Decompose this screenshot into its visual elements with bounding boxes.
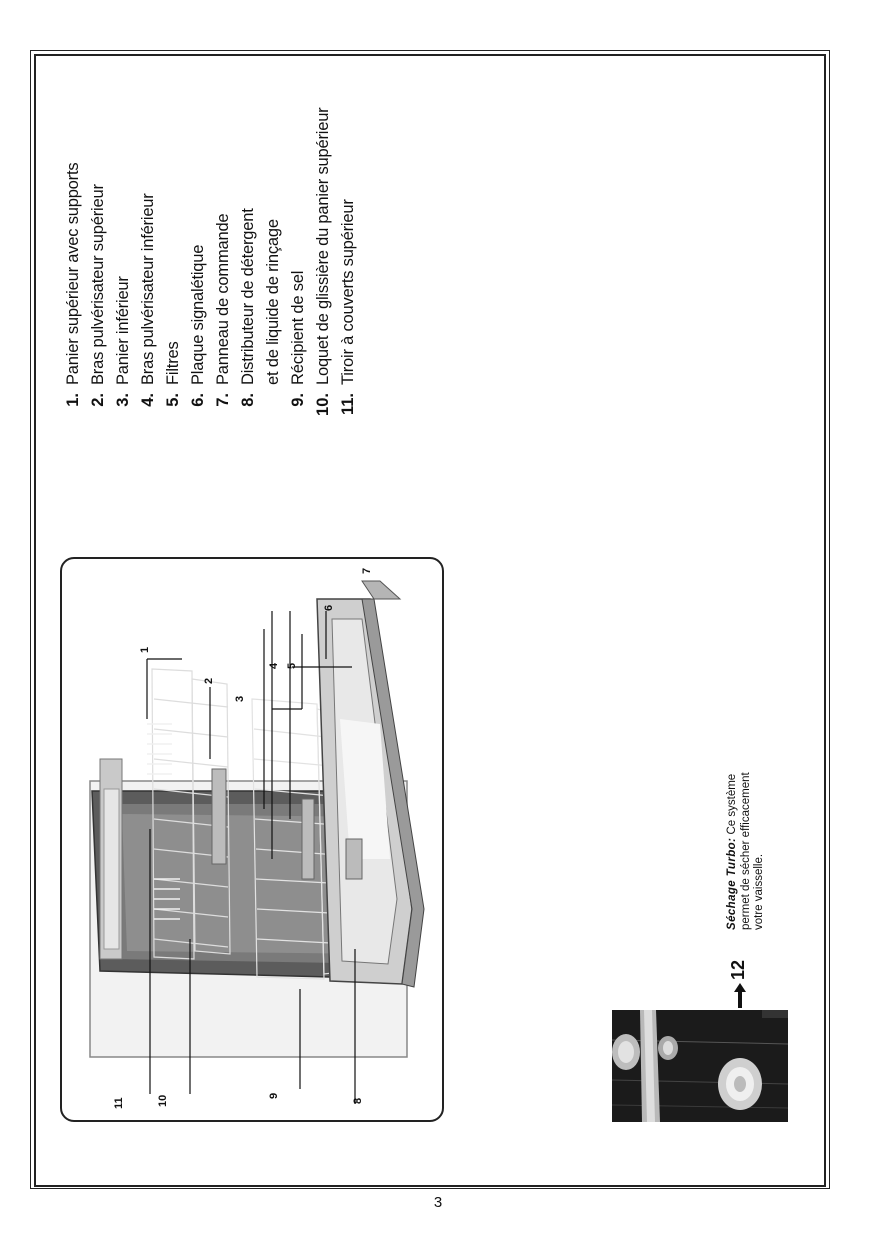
turbo-description-box — [726, 700, 786, 930]
legend-text: Filtres — [164, 341, 182, 385]
callout-9: 9 — [268, 1092, 280, 1099]
callout-2: 2 — [203, 677, 215, 684]
legend-text: Loquet de glissière du panier supérieur — [314, 107, 332, 385]
legend-number: 1. — [64, 393, 82, 407]
dishwasher-illustration — [62, 559, 442, 1120]
up-arrow-icon — [733, 983, 747, 1008]
legend-number: 4. — [139, 393, 157, 407]
legend-text: Panier supérieur avec supports — [64, 162, 82, 385]
legend-text: et de liquide de rinçage — [264, 219, 282, 385]
turbo-line2: permet de sécher efficacement — [739, 772, 752, 930]
legend-text: Bras pulvérisateur supérieur — [89, 184, 107, 385]
legend-text: Panier inférieur — [114, 276, 132, 385]
callout-6: 6 — [323, 604, 335, 611]
legend-number: 2. — [89, 393, 107, 407]
callout-5: 5 — [286, 662, 298, 669]
legend-number: 6. — [189, 393, 207, 407]
legend-number: 5. — [164, 393, 182, 407]
legend-number: 7. — [214, 393, 232, 407]
callout-10: 10 — [157, 1094, 169, 1107]
dishwasher-diagram — [60, 557, 444, 1122]
callout-8: 8 — [352, 1097, 364, 1104]
legend-number: 11. — [339, 393, 357, 416]
legend-text: Bras pulvérisateur inférieur — [139, 193, 157, 385]
legend-number: 8. — [239, 393, 257, 407]
turbo-line3: votre vaisselle. — [753, 853, 765, 930]
turbo-number-label: 12 — [728, 959, 748, 980]
callout-7: 7 — [361, 567, 373, 574]
parts-legend — [60, 95, 360, 425]
parts-legend-list — [60, 95, 360, 425]
page-number: 3 — [433, 1194, 443, 1211]
callout-1: 1 — [139, 646, 151, 653]
legend-number: 10. — [314, 393, 332, 416]
legend-text: Récipient de sel — [289, 270, 307, 385]
legend-text: Distributeur de détergent — [239, 208, 257, 385]
legend-text: Tiroir à couverts supérieur — [339, 199, 357, 385]
turbo-line1: Ce système — [726, 773, 738, 838]
legend-text: Plaque signalétique — [189, 244, 207, 385]
legend-number: 9. — [289, 393, 307, 407]
turbo-description — [726, 700, 767, 930]
legend-number: 3. — [114, 393, 132, 407]
legend-text: Panneau de commande — [214, 213, 232, 385]
callout-11: 11 — [113, 1097, 125, 1109]
callout-4: 4 — [268, 662, 280, 669]
turbo-callout-number — [728, 950, 758, 980]
turbo-drying-photo — [612, 1010, 788, 1122]
turbo-title: Séchage Turbo: — [726, 837, 738, 930]
callout-3: 3 — [234, 695, 246, 702]
